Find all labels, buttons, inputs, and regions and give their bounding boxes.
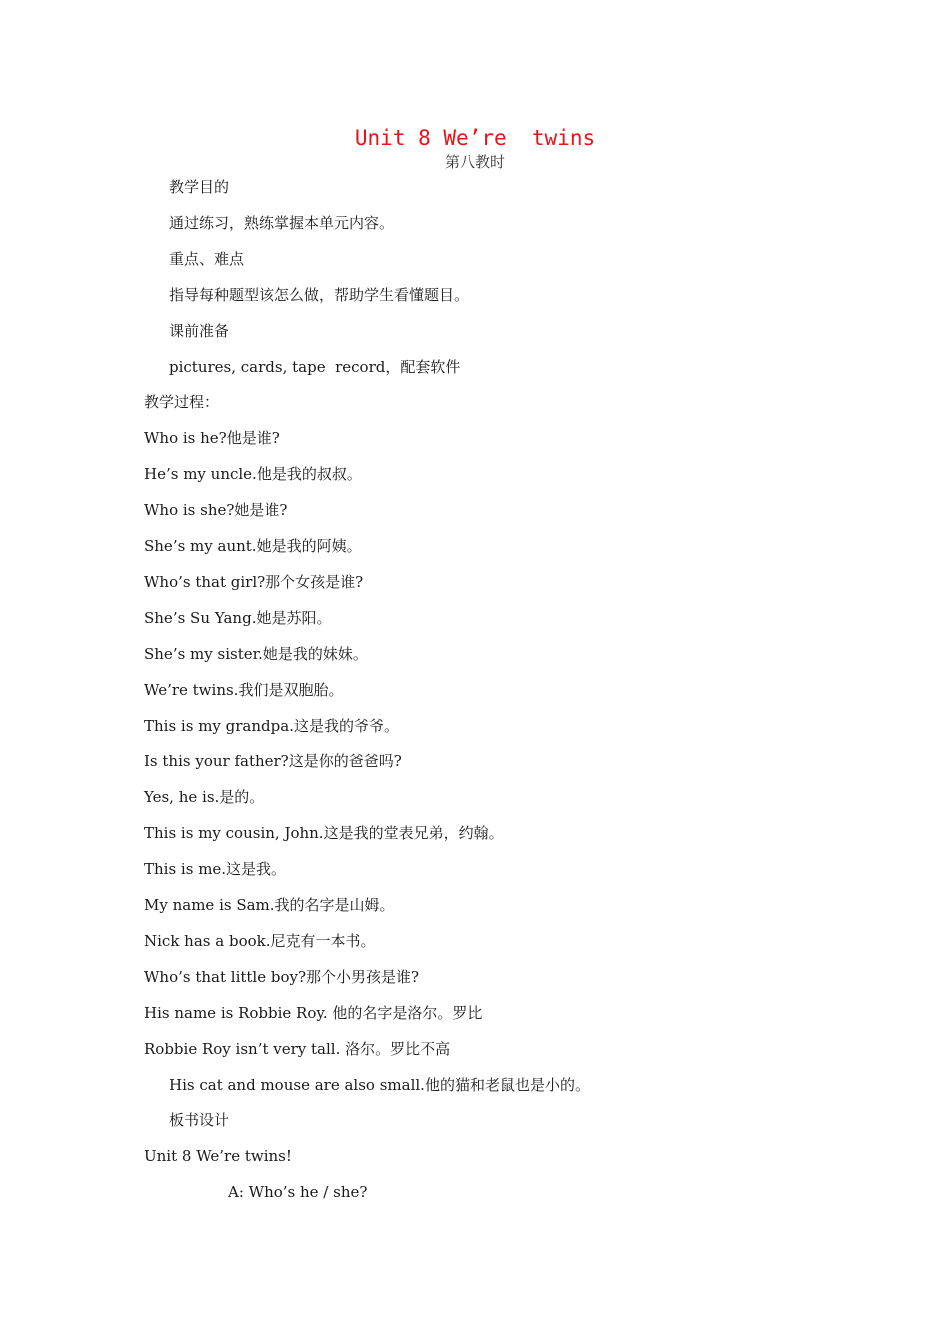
document-subtitle: 第八教时 <box>444 153 505 171</box>
text-line: His name is Robbie Roy. 他的名字是洛尔。罗比 <box>144 1004 483 1022</box>
text-line: She’s my aunt.她是我的阿姨。 <box>144 537 362 555</box>
text-line: 指导每种题型该怎么做，帮助学生看懂题目。 <box>169 286 470 304</box>
text-line: Who is he?他是谁? <box>144 429 280 447</box>
text-line: A: Who’s he / she? <box>228 1183 368 1201</box>
text-line: 课前准备 <box>169 322 230 340</box>
text-line: 板书设计 <box>169 1111 230 1129</box>
text-line: 重点、难点 <box>169 250 245 268</box>
text-line: She’s my sister.她是我的妹妹。 <box>144 645 368 663</box>
text-line: pictures, cards, tape record，配套软件 <box>169 358 461 376</box>
text-line: 教学过程： <box>144 393 220 411</box>
text-line: Who is she?她是谁? <box>144 501 288 519</box>
text-line: Unit 8 We’re twins! <box>144 1147 292 1165</box>
text-line: She’s Su Yang.她是苏阳。 <box>144 609 332 627</box>
text-line: His cat and mouse are also small.他的猫和老鼠也是小的。 <box>169 1076 590 1094</box>
text-line: This is my grandpa.这是我的爷爷。 <box>144 717 399 735</box>
text-line: Is this your father?这是你的爸爸吗? <box>144 752 402 770</box>
text-line: This is me.这是我。 <box>144 860 287 878</box>
text-line: We’re twins.我们是双胞胎。 <box>144 681 344 699</box>
text-line: Robbie Roy isn’t very tall. 洛尔。罗比不高 <box>144 1040 451 1058</box>
text-line: He’s my uncle.他是我的叔叔。 <box>144 465 362 483</box>
document-title: Unit 8 We’re twins <box>354 126 596 150</box>
text-line: This is my cousin, John.这是我的堂表兄弟，约翰。 <box>144 824 504 842</box>
text-line: Who’s that girl?那个女孩是谁? <box>144 573 364 591</box>
text-line: Yes, he is.是的。 <box>144 788 265 806</box>
text-line: Who’s that little boy?那个小男孩是谁? <box>144 968 420 986</box>
text-line: My name is Sam.我的名字是山姆。 <box>144 896 395 914</box>
text-line: 通过练习，熟练掌握本单元内容。 <box>169 214 395 232</box>
text-line: Nick has a book.尼克有一本书。 <box>144 932 376 950</box>
text-line: 教学目的 <box>169 178 230 196</box>
